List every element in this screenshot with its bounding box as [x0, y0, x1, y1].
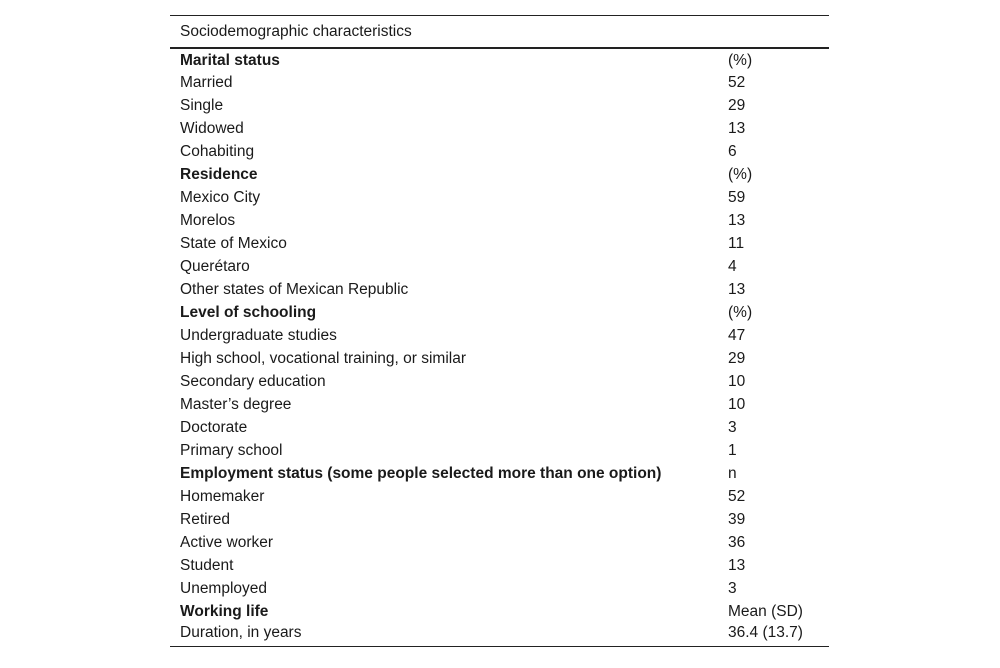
row-label: Unemployed [180, 579, 268, 597]
section-heading-label: Level of schooling [180, 303, 317, 321]
section-heading-label: Marital status [180, 52, 280, 69]
table-body [170, 48, 829, 646]
row-value: 10 [728, 372, 746, 390]
table-section-row [170, 600, 829, 623]
table-header-title: Sociodemographic characteristics [180, 22, 412, 40]
table-row [170, 140, 829, 163]
row-label: Other states of Mexican Republic [180, 280, 409, 298]
row-value: 39 [728, 510, 746, 528]
table-row [170, 117, 829, 140]
table-section-row [170, 301, 829, 324]
table-section-row [170, 163, 829, 186]
row-value: 3 [728, 418, 737, 436]
table-header [170, 16, 829, 49]
row-label: Student [180, 556, 234, 574]
table-section-row [170, 48, 829, 71]
table-row [170, 324, 829, 347]
table-row [170, 347, 829, 370]
row-label: Querétaro [180, 257, 250, 275]
row-label: Primary school [180, 441, 283, 459]
table-section-row [170, 462, 829, 485]
row-value: 13 [728, 556, 746, 574]
table-row [170, 416, 829, 439]
table-row [170, 255, 829, 278]
table-row [170, 508, 829, 531]
sociodemographic-table [170, 15, 829, 647]
section-unit-label: n [728, 464, 737, 482]
table-row [170, 623, 829, 646]
row-value: 13 [728, 119, 746, 137]
row-value: 10 [728, 395, 746, 413]
table-row [170, 94, 829, 117]
row-label: Duration, in years [180, 624, 302, 642]
table-bottom-rule [170, 646, 829, 647]
table-row [170, 71, 829, 94]
row-value: 13 [728, 280, 746, 298]
row-label: Active worker [180, 533, 274, 551]
row-value: 36 [728, 533, 746, 551]
row-label: Secondary education [180, 372, 326, 390]
section-heading-label: Residence [180, 165, 258, 183]
row-label: Mexico City [180, 188, 261, 206]
row-label: Cohabiting [180, 142, 255, 160]
table-row [170, 554, 829, 577]
table-bottom-rule-cell [170, 646, 829, 647]
row-value: 29 [728, 349, 746, 367]
table-row [170, 393, 829, 416]
row-value: 52 [728, 487, 746, 505]
row-value: 3 [728, 579, 737, 597]
section-unit-label: Mean (SD) [728, 602, 803, 620]
row-value: 29 [728, 96, 746, 114]
row-label: Undergraduate studies [180, 326, 337, 344]
row-label: Widowed [180, 119, 244, 137]
row-value: 52 [728, 73, 746, 91]
row-value: 4 [728, 257, 737, 275]
section-unit-label: (%) [728, 165, 753, 183]
sociodemographic-table-container [170, 15, 829, 647]
section-unit-label: (%) [728, 52, 753, 69]
table-row [170, 232, 829, 255]
row-value: 36.4 (13.7) [728, 624, 803, 642]
row-value: 13 [728, 211, 746, 229]
table-row [170, 531, 829, 554]
row-label: High school, vocational training, or similar [180, 349, 467, 367]
table-row [170, 209, 829, 232]
row-label: Single [180, 96, 224, 114]
row-label: Retired [180, 510, 230, 528]
row-value: 1 [728, 441, 737, 459]
section-unit-label: (%) [728, 303, 753, 321]
section-heading-label: Employment status (some people selected more than one option) [180, 464, 662, 482]
table-footer [170, 646, 829, 647]
table-row [170, 278, 829, 301]
table-row [170, 577, 829, 600]
table-row [170, 439, 829, 462]
row-label: Married [180, 73, 233, 91]
row-value: 11 [728, 234, 745, 252]
row-label: State of Mexico [180, 234, 287, 252]
row-label: Homemaker [180, 487, 265, 505]
section-heading-label: Working life [180, 602, 269, 620]
row-value: 59 [728, 188, 746, 206]
table-row [170, 370, 829, 393]
table-header-row [170, 16, 829, 49]
row-label: Doctorate [180, 418, 248, 436]
table-row [170, 186, 829, 209]
row-value: 6 [728, 142, 737, 160]
row-label: Morelos [180, 211, 236, 229]
row-label: Master’s degree [180, 395, 292, 413]
table-row [170, 485, 829, 508]
row-value: 47 [728, 326, 746, 344]
